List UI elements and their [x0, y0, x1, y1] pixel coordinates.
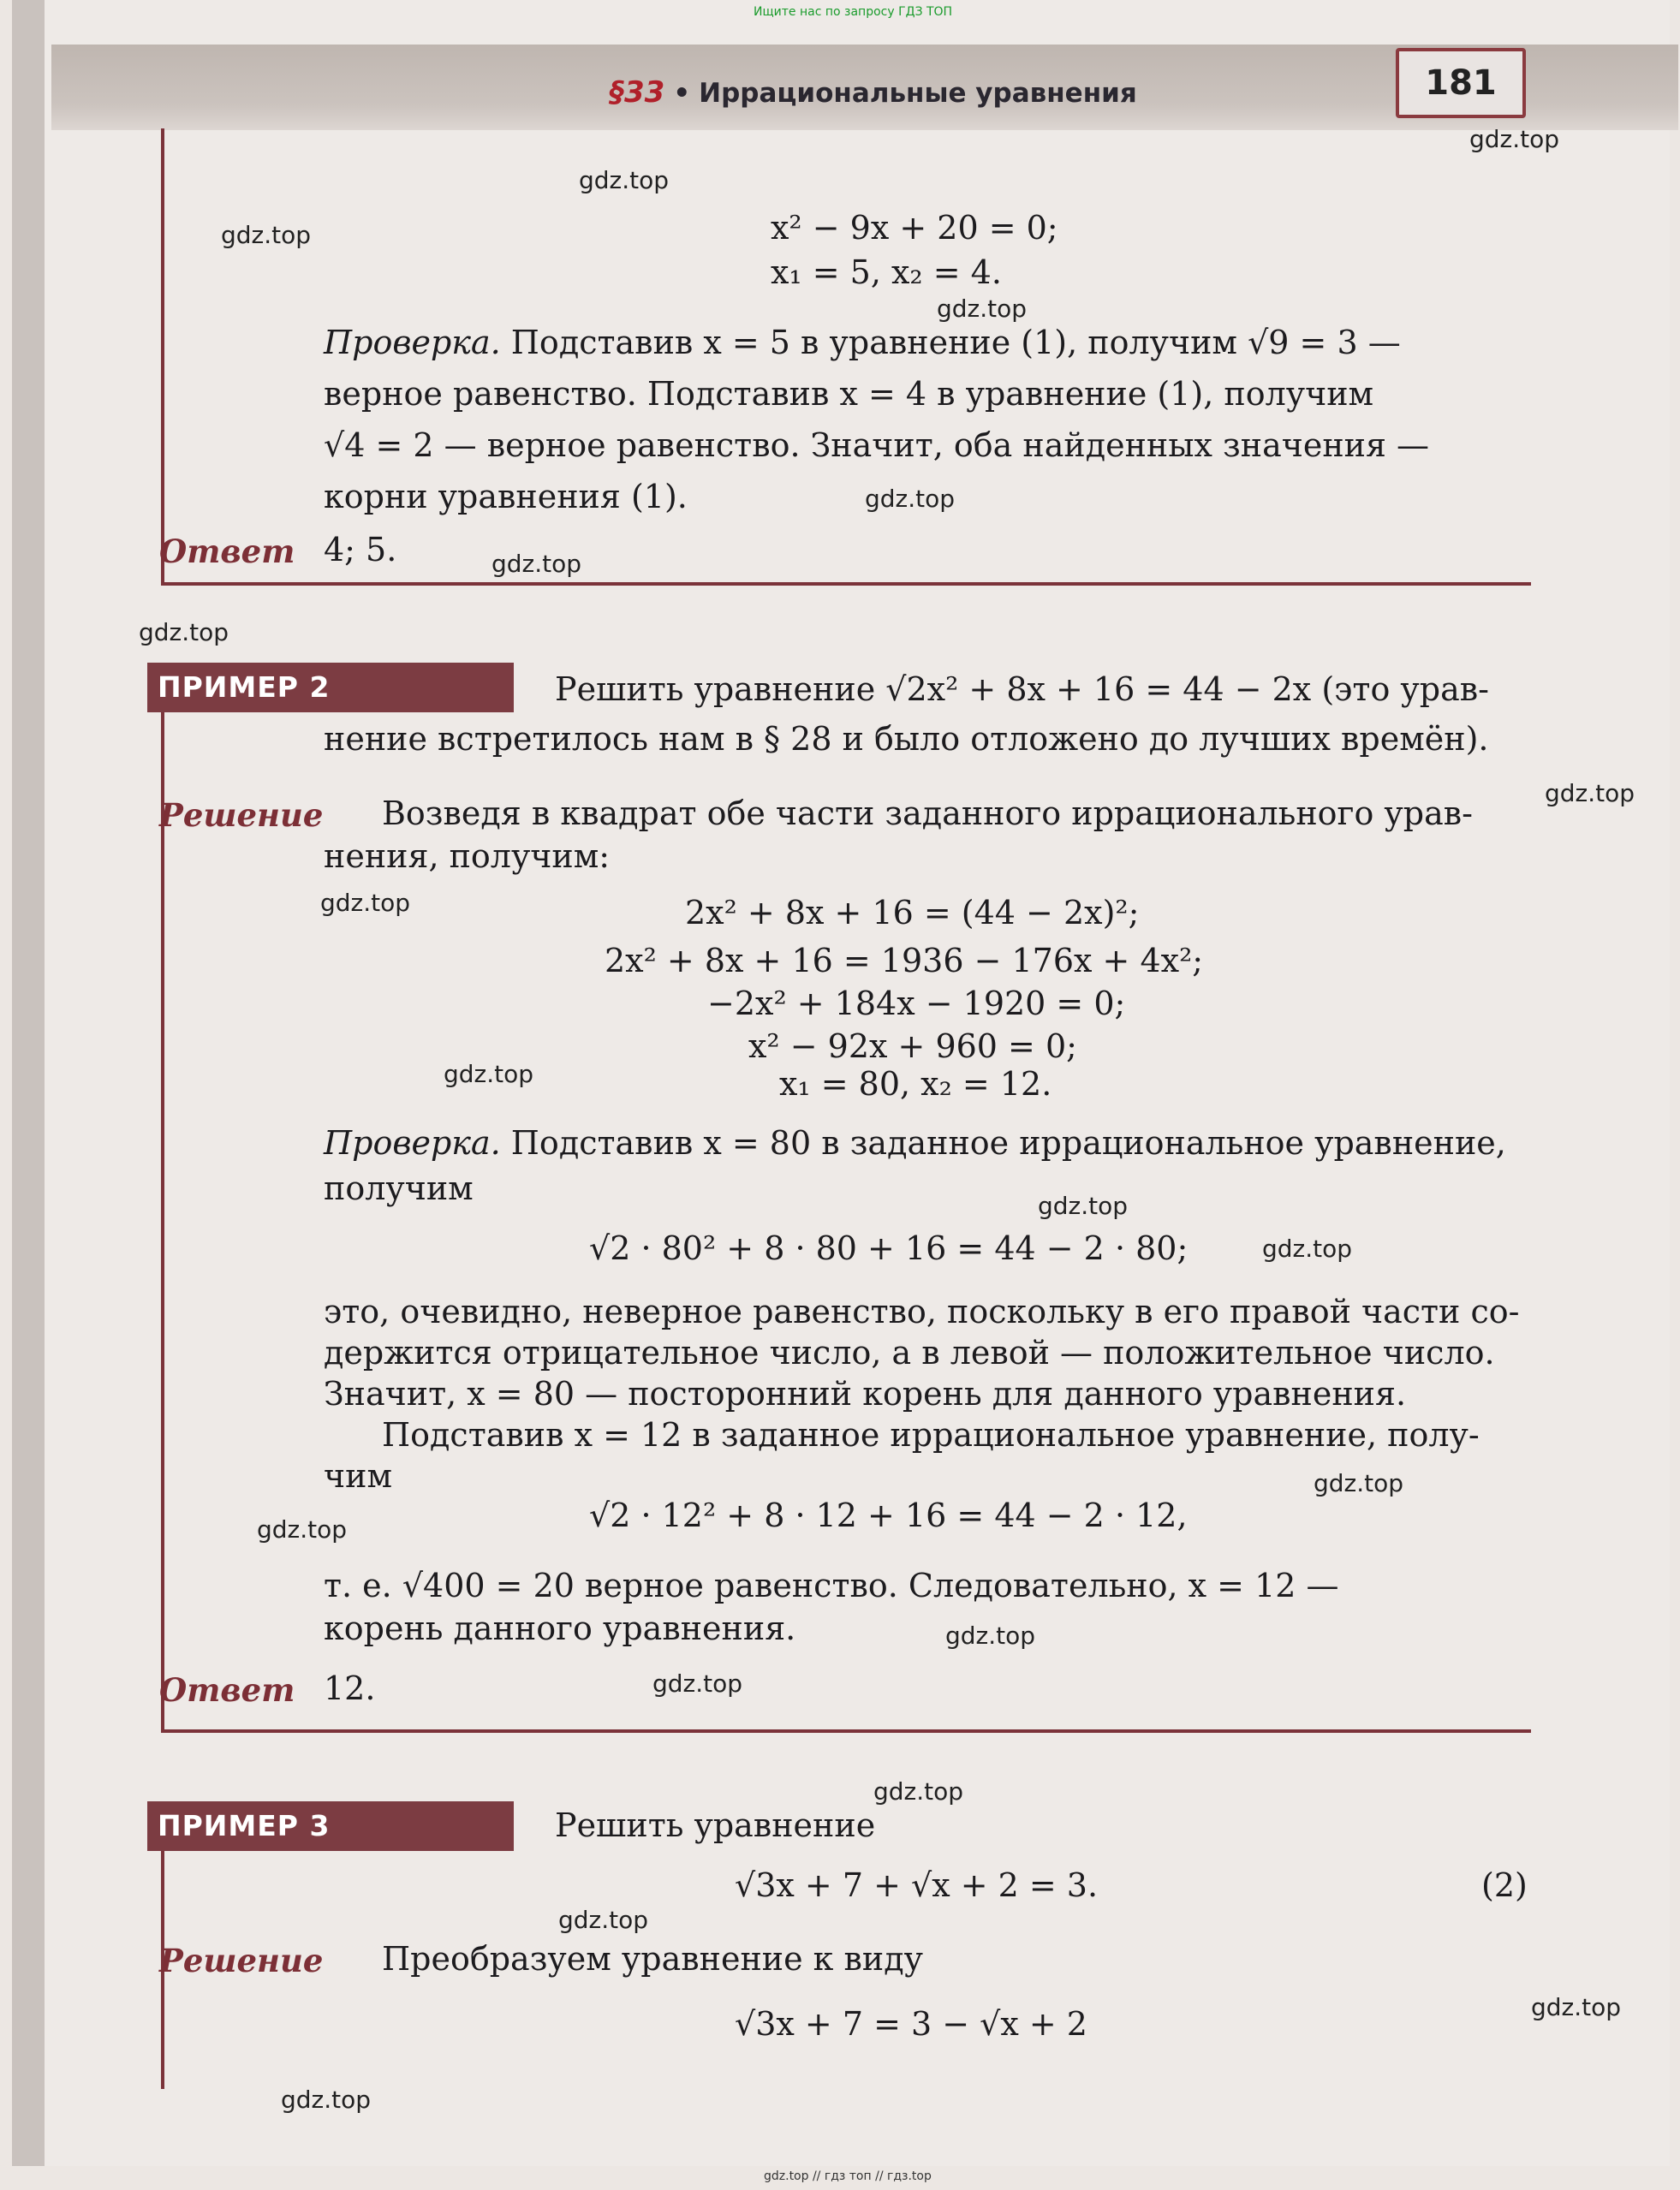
task-line: Решить уравнение √2x² + 8x + 16 = 44 − 2x (это урав- — [555, 670, 1489, 708]
watermark: gdz.top — [1531, 1993, 1622, 2021]
paragraph-line: это, очевидно, неверное равенство, поскольку в его правой части со- — [324, 1293, 1520, 1330]
check-label: Проверка. — [324, 1124, 501, 1162]
check-label: Проверка. — [324, 324, 501, 361]
watermark: gdz.top — [1545, 779, 1635, 807]
equation: x₁ = 5, x₂ = 4. — [771, 253, 1002, 291]
paragraph-line: Подставив x = 12 в заданное иррациональное уравнение, полу- — [382, 1416, 1480, 1454]
watermark: gdz.top — [281, 2086, 372, 2114]
solution-line: Преобразуем уравнение к виду — [382, 1940, 923, 1978]
answer-value: 4; 5. — [324, 531, 397, 568]
watermark: gdz.top — [1038, 1192, 1129, 1220]
example-badge: ПРИМЕР 2 — [147, 663, 514, 712]
watermark: gdz.top — [945, 1622, 1036, 1650]
check-line: корни уравнения (1). — [324, 478, 688, 515]
page-number: 181 — [1396, 48, 1526, 118]
section-title: Иррациональные уравнения — [699, 78, 1137, 109]
section-header — [610, 75, 1137, 110]
answer-value: 12. — [324, 1669, 376, 1707]
watermark: gdz.top — [221, 221, 312, 249]
task-line: нение встретилось нам в § 28 и было отложено до лучших времён). — [324, 720, 1489, 758]
equation: √3x + 7 = 3 − √x + 2 — [735, 2005, 1087, 2043]
task-line: Решить уравнение — [555, 1806, 876, 1844]
solution-label: Решение — [159, 1942, 324, 1979]
block1-bottom-rule — [161, 582, 1531, 586]
equation: −2x² + 184x − 1920 = 0; — [707, 985, 1126, 1022]
check-line: получим — [324, 1169, 474, 1207]
solution-line: Возведя в квадрат обе части заданного иррационального урав- — [382, 794, 1473, 832]
watermark: gdz.top — [257, 1515, 348, 1544]
equation: x₁ = 80, x₂ = 12. — [779, 1065, 1052, 1103]
watermark: gdz.top — [652, 1669, 743, 1698]
watermark: gdz.top — [444, 1060, 534, 1088]
equation: √3x + 7 + √x + 2 = 3. — [735, 1866, 1099, 1904]
paragraph-line: чим — [324, 1457, 393, 1495]
paragraph-line: держится отрицательное число, а в левой — положительное число. — [324, 1334, 1495, 1372]
section-number: §33 — [610, 75, 665, 110]
equation-number: (2) — [1481, 1866, 1528, 1904]
paragraph-line: корень данного уравнения. — [324, 1610, 796, 1647]
example2-bottom-rule — [161, 1729, 1531, 1733]
answer-label: Ответ — [159, 1671, 295, 1709]
watermark: gdz.top — [1314, 1469, 1404, 1497]
equation: x² − 9x + 20 = 0; — [771, 209, 1058, 247]
watermark: gdz.top — [865, 485, 956, 513]
equation: x² − 92x + 960 = 0; — [748, 1027, 1077, 1065]
equation: 2x² + 8x + 16 = (44 − 2x)²; — [685, 894, 1140, 931]
solution-label: Решение — [159, 796, 324, 834]
watermark: gdz.top — [139, 618, 229, 646]
check-equation: √2 · 80² + 8 · 80 + 16 = 44 − 2 · 80; — [589, 1229, 1189, 1267]
example-badge: ПРИМЕР 3 — [147, 1801, 514, 1851]
watermark: gdz.top — [491, 550, 582, 578]
check-line — [324, 1117, 1506, 1169]
header-separator: • — [673, 78, 691, 109]
paragraph-line: т. е. √400 = 20 верное равенство. Следовательно, x = 12 — — [324, 1567, 1339, 1604]
top-note: Ищите нас по запросу ГДЗ ТОП — [754, 5, 953, 19]
watermark: gdz.top — [1262, 1235, 1353, 1263]
bottom-note: gdz.top // гдз топ // гдз.top — [764, 2169, 932, 2183]
paragraph-line: Значит, x = 80 — посторонний корень для данного уравнения. — [324, 1375, 1407, 1413]
watermark: gdz.top — [937, 295, 1028, 323]
check-text: Подставив x = 80 в заданное иррациональное уравнение, — [510, 1124, 1506, 1162]
watermark: gdz.top — [873, 1777, 964, 1806]
check-text: Подставив x = 5 в уравнение (1), получим √9 = 3 — — [510, 324, 1401, 361]
watermark: gdz.top — [1469, 125, 1560, 153]
check-line: верное равенство. Подставив x = 4 в уравнение (1), получим — [324, 375, 1374, 413]
check-line — [324, 317, 1401, 368]
check-line: √4 = 2 — верное равенство. Значит, оба найденных значения — — [324, 426, 1430, 464]
equation: 2x² + 8x + 16 = 1936 − 176x + 4x²; — [605, 942, 1204, 979]
watermark: gdz.top — [579, 166, 670, 194]
watermark: gdz.top — [558, 1906, 649, 1934]
watermark: gdz.top — [320, 889, 411, 917]
block1-vertical-rule — [161, 128, 164, 582]
check-equation: √2 · 12² + 8 · 12 + 16 = 44 − 2 · 12, — [589, 1497, 1188, 1534]
answer-label: Ответ — [159, 533, 295, 570]
solution-line: нения, получим: — [324, 837, 611, 875]
